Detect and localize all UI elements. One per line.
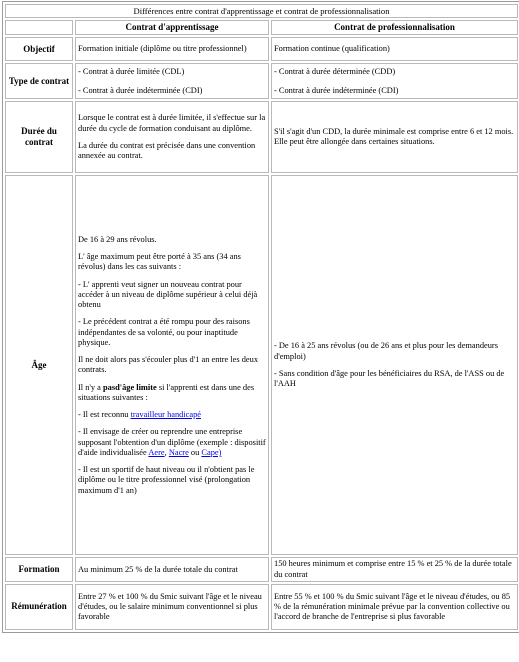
- nacre-link[interactable]: Nacre: [168, 447, 189, 457]
- age-text-2: L' âge maximum peut être porté à 35 ans (34 ans révolus) dans les cas suivants :: [78, 252, 241, 272]
- travailleur-handicape-link[interactable]: travailleur handicapé: [130, 410, 202, 420]
- age-text-8: [78, 427, 266, 458]
- row-label-objectif: Objectif: [5, 37, 73, 61]
- row-label-age: Âge: [5, 175, 73, 555]
- cell-remuneration-professionnalisation: Entre 55 % et 100 % du Smic suivant l'âge et le niveau d'études, ou 85 % de la rémunération minimale prévue par la convention collective ou l'accord de branche de l'entreprise si plus favorable: [271, 584, 518, 630]
- cape-link[interactable]: Cape): [201, 447, 222, 457]
- age-pro-text-1: - De 16 à 25 ans révolus (ou de 26 ans et plus pour les demandeurs d'emploi): [274, 341, 498, 361]
- corner-cell: [5, 20, 73, 35]
- type-apprentissage-cdl: - Contrat à durée limitée (CDL): [78, 66, 185, 76]
- age-text-6: [78, 383, 266, 404]
- comparison-table-wrapper: [2, 1, 517, 633]
- age-text-6-pre: Il n'y a: [78, 382, 103, 392]
- duree-apprentissage-text-1: Lorsque le contrat est à durée limitée, il s'effectue sur la durée du cycle de formation conduisant au diplôme.: [78, 113, 266, 133]
- type-pro-cdd: - Contrat à durée déterminée (CDD): [274, 66, 396, 76]
- row-label-type-contrat: Type de contrat: [5, 63, 73, 99]
- row-age: [5, 175, 518, 555]
- age-text-8-pre: - Il envisage de créer ou reprendre une entreprise supposant l'obtention d'un diplôme (exemple : dispositif d'aide individualisée: [78, 427, 266, 457]
- age-limit-bold: pasd'âge limite: [103, 382, 157, 392]
- duree-apprentissage-text-2: La durée du contrat est précisée dans une convention annexée au contrat.: [78, 140, 256, 161]
- header-professionnalisation: Contrat de professionnalisation: [271, 20, 518, 35]
- age-text-6-post: si l'apprenti est dans une des situations suivantes :: [78, 382, 255, 402]
- header-apprentissage: Contrat d'apprentissage: [75, 20, 269, 35]
- age-text-7-pre: - Il est reconnu: [78, 410, 131, 420]
- age-text-4: - Le précédent contrat a été rompu pour des raisons indépendantes de sa volonté, ou pour inaptitude physique.: [78, 317, 250, 347]
- row-label-duree: Durée du contrat: [5, 101, 73, 173]
- age-text-1: De 16 à 29 ans révolus.: [78, 234, 157, 244]
- cell-formation-apprentissage: Au minimum 25 % de la durée totale du contrat: [75, 557, 269, 582]
- row-label-remuneration: Rémunération: [5, 584, 73, 630]
- cell-age-apprentissage: [75, 175, 269, 555]
- row-remuneration: [5, 584, 518, 630]
- age-pro-text-2: - Sans condition d'âge pour les bénéficiaires du RSA, de l'ASS ou de l'AAH: [274, 368, 505, 389]
- cell-type-apprentissage: [75, 63, 269, 99]
- table-caption: Différences entre contrat d'apprentissage et contrat de professionnalisation: [5, 4, 518, 18]
- age-text-8-sep2: ou: [188, 447, 202, 457]
- cell-type-professionnalisation: [271, 63, 518, 99]
- row-formation: [5, 557, 518, 582]
- cell-duree-professionnalisation: S'il s'agit d'un CDD, la durée minimale est comprise entre 6 et 12 mois. Elle peut être allongée dans certaines situations.: [271, 101, 518, 173]
- cell-objectif-professionnalisation: Formation continue (qualification): [271, 37, 518, 61]
- row-objectif: [5, 37, 518, 61]
- cell-formation-professionnalisation: 150 heures minimum et comprise entre 15 % et 25 % de la durée totale du contrat: [271, 557, 518, 582]
- cell-remuneration-apprentissage: Entre 27 % et 100 % du Smic suivant l'âge et le niveau d'études, ou le salaire minimum conventionnel si plus favorable: [75, 584, 269, 630]
- row-type-contrat: [5, 63, 518, 99]
- row-label-formation: Formation: [5, 557, 73, 582]
- row-duree: [5, 101, 518, 173]
- type-pro-cdi: - Contrat à durée indéterminée (CDI): [274, 85, 399, 95]
- age-text-7: [78, 410, 266, 420]
- caption-row: [5, 4, 518, 18]
- cell-objectif-apprentissage: Formation initiale (diplôme ou titre professionnel): [75, 37, 269, 61]
- age-text-5: Il ne doit alors pas s'écouler plus d'1 an entre les deux contrats.: [78, 355, 259, 375]
- age-text-3: - L' apprenti veut signer un nouveau contrat pour accéder à un niveau de diplôme supérieur à celui déjà obtenu: [78, 279, 258, 310]
- header-row: [5, 20, 518, 35]
- cell-age-professionnalisation: [271, 175, 518, 555]
- cell-duree-apprentissage: [75, 101, 269, 173]
- type-apprentissage-cdi: - Contrat à durée indéterminée (CDI): [78, 85, 203, 95]
- age-text-9: - Il est un sportif de haut niveau ou il n'obtient pas le diplôme ou le titre professionnel visé (prolongation maximum d'1 an): [78, 465, 255, 495]
- aere-link[interactable]: Aere: [148, 447, 165, 457]
- age-text-8-sep1: ,: [164, 447, 169, 457]
- comparison-table: [2, 1, 519, 633]
